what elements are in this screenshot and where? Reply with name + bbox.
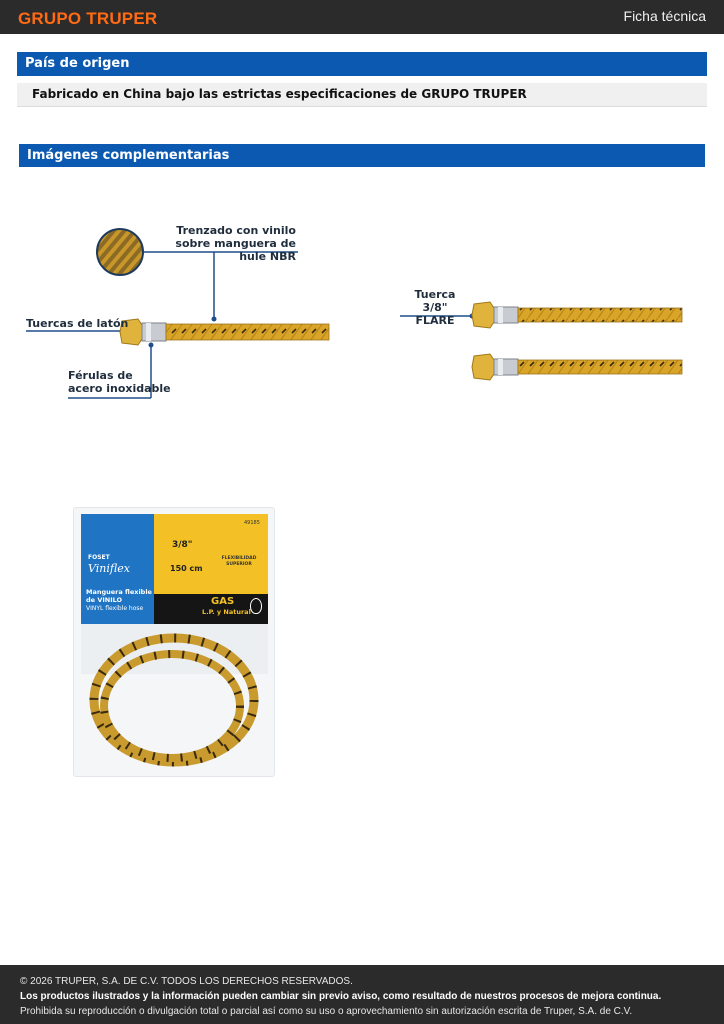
origin-row	[17, 83, 707, 107]
package-length: 150 cm	[170, 564, 203, 573]
braid-callout	[158, 224, 296, 263]
braid-callout-line2: sobre manguera de hule NBR	[175, 237, 296, 263]
steel-ferrule-icon	[142, 323, 166, 341]
footer-notice: Los productos ilustrados y la información pueden cambiar sin previo aviso, como resultado de nuestros procesos de mejora continua.	[20, 991, 662, 1002]
package-gas-type: L.P. y Natural	[202, 608, 251, 616]
ferrules-callout-line1: Férulas de	[68, 369, 133, 382]
package-badge: FLEXIBILIDAD SUPERIOR	[221, 556, 257, 567]
package-gas-label: GAS	[211, 596, 235, 607]
product-package-photo	[73, 507, 275, 777]
braid-detail-icon	[97, 229, 143, 275]
flame-icon	[250, 598, 262, 614]
origin-text: Fabricado en China bajo las estrictas especificaciones de GRUPO TRUPER	[32, 87, 527, 101]
package-brand: FOSET	[88, 554, 110, 561]
flare-callout	[404, 288, 466, 327]
document-type-label: Ficha técnica	[623, 8, 706, 24]
package-title-line1: Manguera flexible	[86, 588, 152, 596]
top-header-bar	[0, 0, 724, 34]
package-title-line2: de VINILO	[86, 596, 123, 604]
coiled-hose-icon	[84, 620, 266, 770]
images-section-header: Imágenes complementarias	[19, 144, 705, 167]
flare-callout-line1: Tuerca 3/8"	[414, 288, 456, 314]
package-size: 3/8"	[172, 540, 193, 550]
brand-logo: GRUPO TRUPER	[18, 9, 158, 28]
footer-prohibition: Prohibida su reproducción o divulgación total o parcial así como su uso o aprovechamiento sin autorización escrita de Truper, S.A. de C.V.	[20, 1006, 633, 1017]
footer-copyright: © 2026 TRUPER, S.A. DE C.V. TODOS LOS DERECHOS RESERVADOS.	[20, 976, 353, 987]
flare-callout-line2: FLARE	[415, 314, 455, 327]
package-subtitle: VINYL flexible hose	[86, 605, 144, 612]
package-code: 49185	[244, 520, 260, 526]
footer	[0, 965, 724, 1024]
ferrules-callout	[68, 369, 171, 395]
braid-callout-line1: Trenzado con vinilo	[176, 224, 296, 237]
nuts-callout: Tuercas de latón	[26, 317, 129, 330]
flare-hose-bottom	[472, 354, 682, 380]
package-product-name: Viniflex	[88, 562, 130, 575]
package-yellow-band	[154, 514, 268, 594]
ferrules-callout-line2: acero inoxidable	[68, 382, 171, 395]
origin-section-header: País de origen	[17, 52, 707, 76]
flare-hose-top	[472, 302, 682, 328]
